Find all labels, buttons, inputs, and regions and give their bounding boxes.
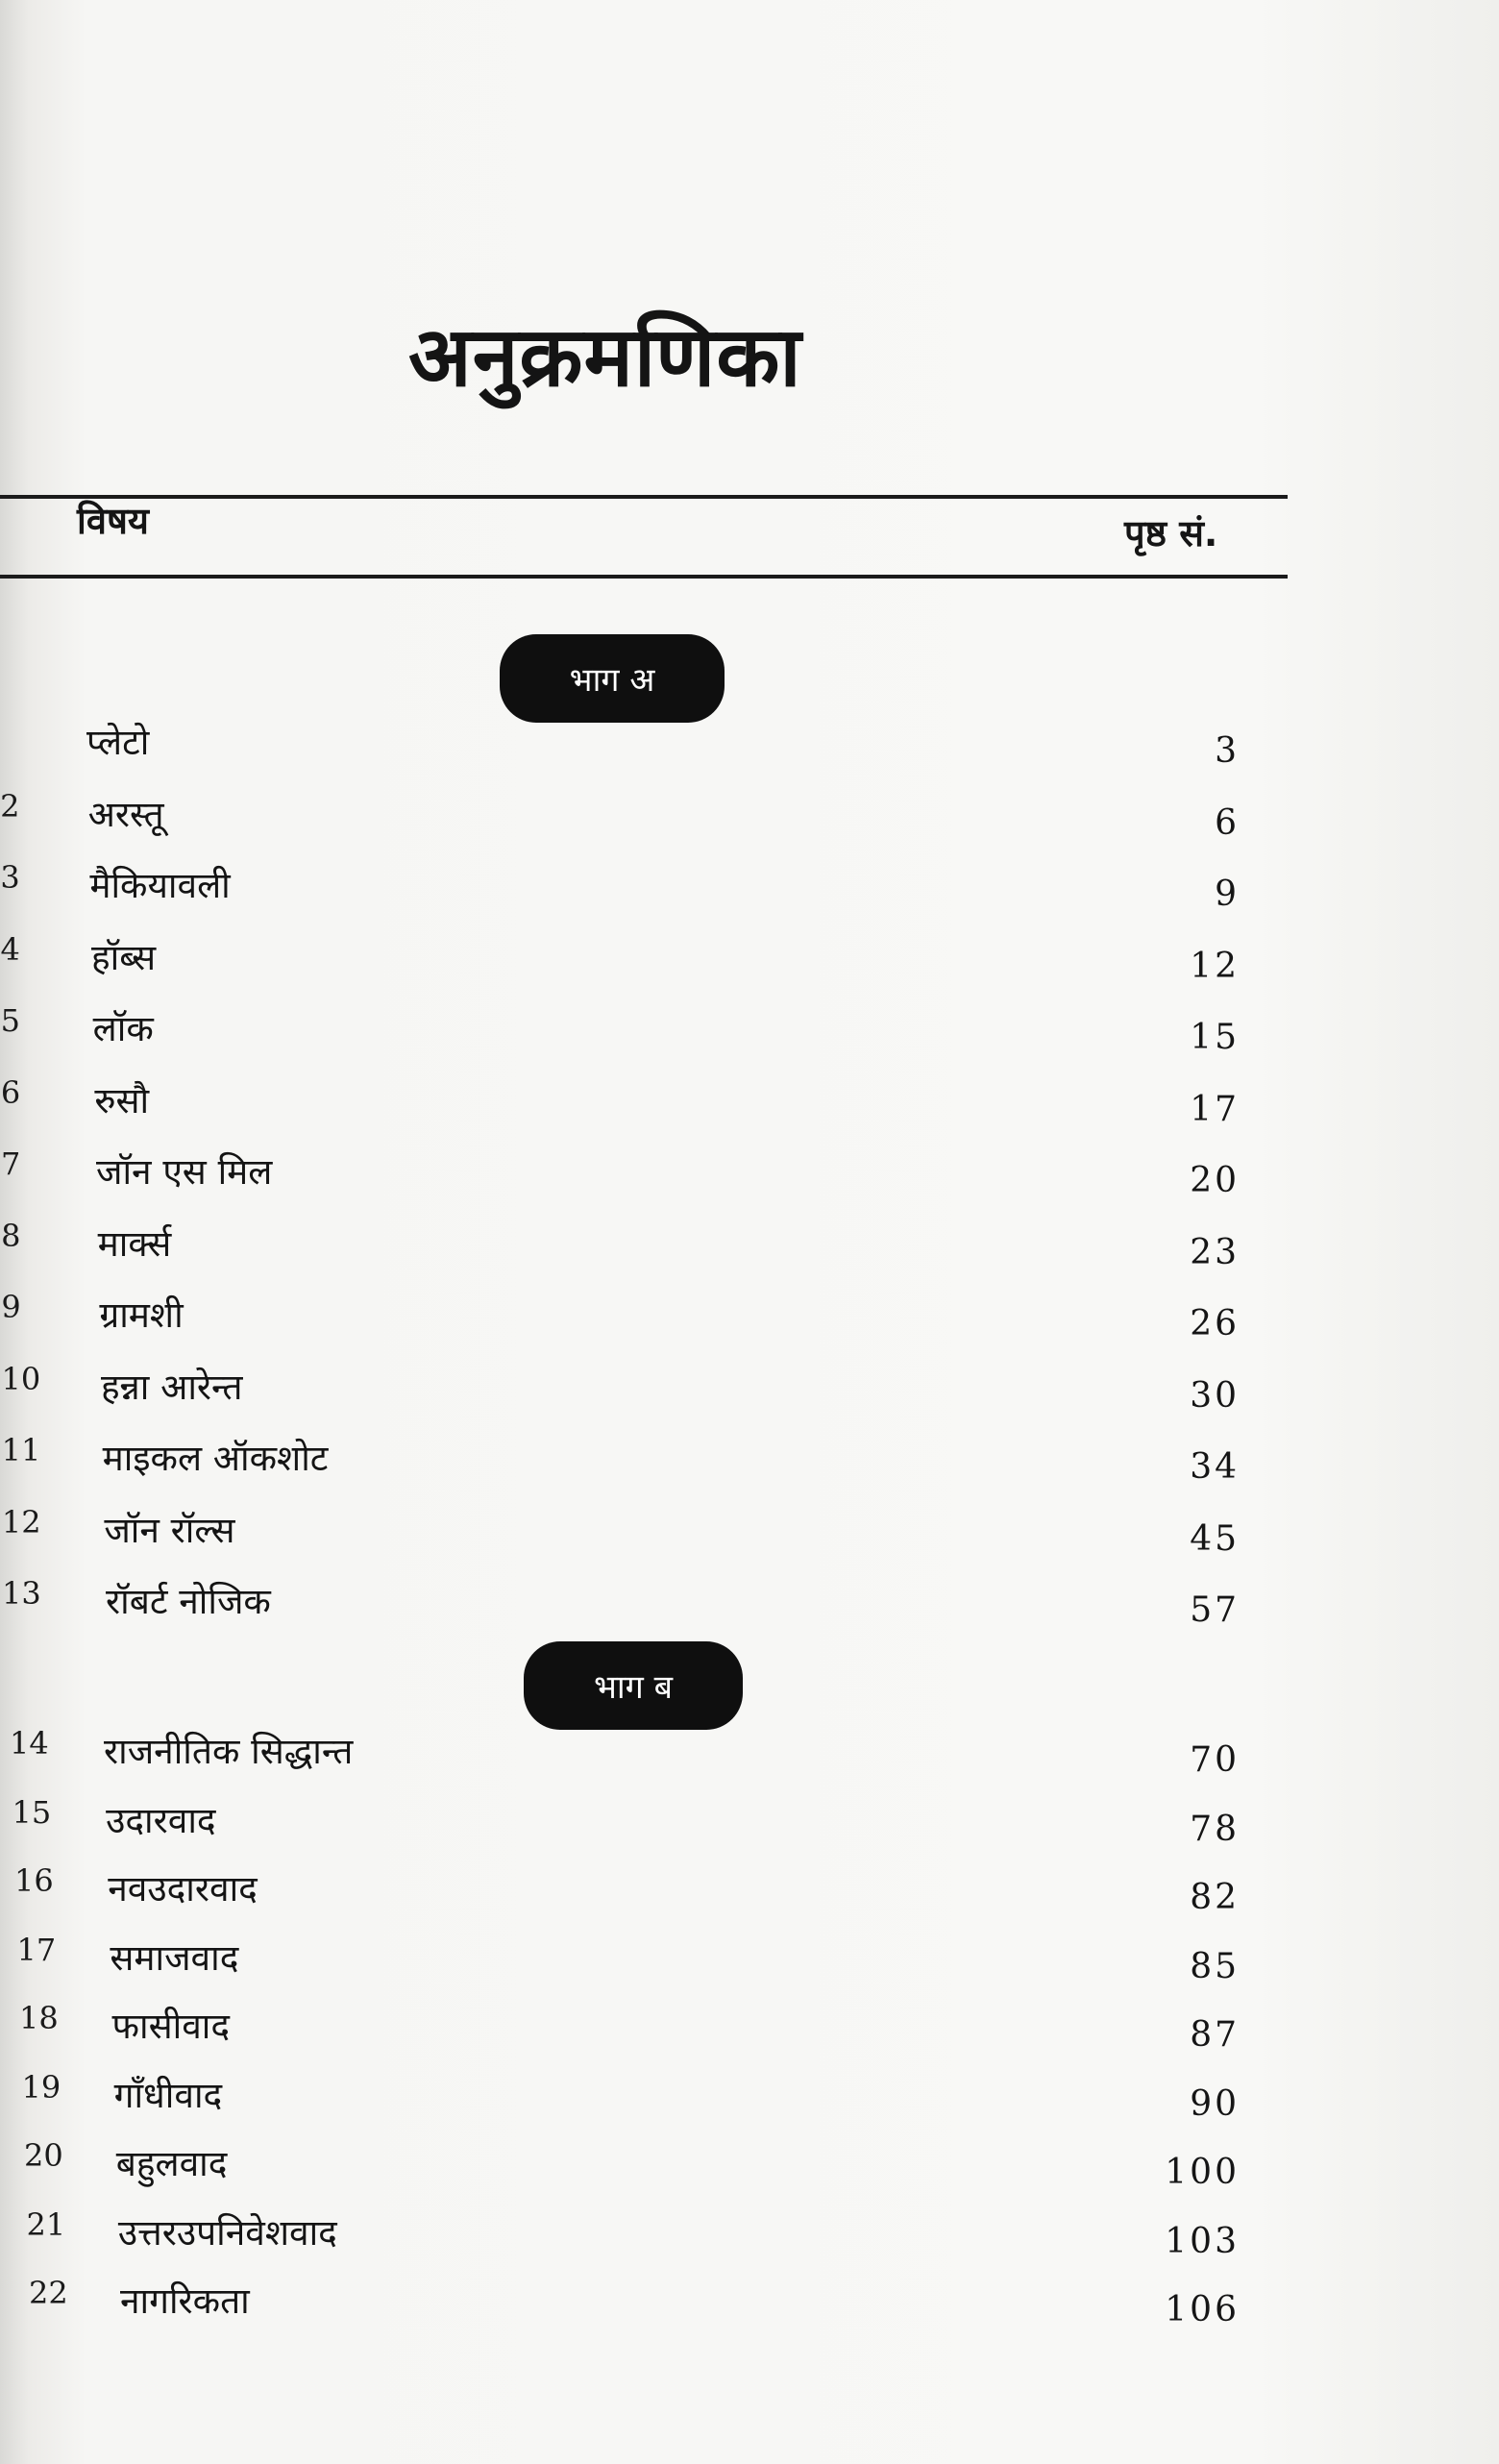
toc-item-topic: फासीवाद bbox=[111, 2006, 231, 2047]
toc-item-topic: गाँधीवाद bbox=[113, 2074, 223, 2116]
toc-item-topic: हन्ना आरेन्त bbox=[101, 1366, 243, 1408]
toc-item-number: 14 bbox=[10, 1725, 49, 1762]
page-title: अनुक्रमणिका bbox=[408, 308, 802, 406]
toc-row bbox=[0, 716, 1288, 774]
toc-item-number: 13 bbox=[2, 1575, 41, 1612]
toc-row bbox=[0, 1146, 1288, 1203]
toc-item-page-number: 34 bbox=[1190, 1447, 1240, 1487]
toc-item-number: 6 bbox=[0, 1073, 21, 1111]
toc-item-topic: उदारवाद bbox=[106, 1799, 216, 1841]
toc-row bbox=[0, 2137, 1288, 2195]
toc-item-page-number: 100 bbox=[1165, 2153, 1240, 2192]
toc-item-page-number: 57 bbox=[1190, 1590, 1240, 1630]
toc-item-number: 15 bbox=[12, 1793, 52, 1831]
toc-item-topic: नवउदारवाद bbox=[108, 1868, 258, 1910]
toc-row bbox=[0, 2000, 1288, 2057]
toc-item-page-number: 103 bbox=[1165, 2221, 1240, 2261]
toc-item-topic: हॉब्स bbox=[91, 936, 157, 978]
toc-item-topic: लॉक bbox=[92, 1008, 154, 1049]
toc-item-number: 20 bbox=[24, 2137, 63, 2174]
toc-item-topic: मैकियावली bbox=[89, 865, 231, 906]
toc-row bbox=[0, 1218, 1288, 1275]
toc-item-number: 21 bbox=[26, 2205, 66, 2243]
toc-item-number: 16 bbox=[14, 1862, 54, 1899]
toc-row bbox=[0, 2275, 1288, 2332]
toc-row bbox=[0, 1932, 1288, 1989]
toc-item-page-number: 85 bbox=[1190, 1946, 1240, 1986]
toc-item-page-number: 12 bbox=[1190, 946, 1240, 986]
toc-row bbox=[0, 2206, 1288, 2264]
toc-item-topic: बहुलवाद bbox=[115, 2143, 228, 2184]
toc-row bbox=[0, 859, 1288, 917]
toc-item-topic: माइकल ऑकशोट bbox=[102, 1438, 329, 1479]
section-badge-part-a: भाग अ bbox=[500, 634, 725, 723]
toc-item-number: 11 bbox=[1, 1432, 41, 1468]
toc-row bbox=[0, 1361, 1288, 1418]
toc-row bbox=[0, 1794, 1288, 1852]
toc-item-number: 8 bbox=[1, 1217, 21, 1254]
toc-item-number: 12 bbox=[1, 1503, 41, 1540]
header-page-no-label: पृष्ठ सं. bbox=[1124, 512, 1218, 554]
toc-item-number: 5 bbox=[0, 1002, 21, 1039]
toc-item-page-number: 23 bbox=[1190, 1232, 1240, 1272]
toc-row bbox=[0, 1504, 1288, 1562]
toc-item-page-number: 6 bbox=[1215, 802, 1240, 843]
toc-item-page-number: 45 bbox=[1190, 1518, 1240, 1559]
toc-item-topic: उत्तरउपनिवेशवाद bbox=[117, 2211, 337, 2254]
toc-item-topic: नागरिकता bbox=[120, 2280, 250, 2322]
header-top-rule bbox=[0, 495, 1288, 499]
toc-item-page-number: 15 bbox=[1190, 1018, 1240, 1057]
header-bottom-rule bbox=[0, 575, 1288, 579]
toc-row bbox=[0, 2069, 1288, 2127]
toc-item-topic: रुसौ bbox=[94, 1079, 150, 1121]
toc-item-number: 3 bbox=[0, 859, 20, 896]
toc-item-topic: समाजवाद bbox=[110, 1936, 239, 1979]
section-badge-part-b: भाग ब bbox=[524, 1641, 743, 1730]
toc-item-number: 2 bbox=[0, 787, 20, 825]
toc-row bbox=[0, 1002, 1288, 1060]
toc-item-topic: मार्क्स bbox=[97, 1222, 172, 1265]
toc-item-page-number: 70 bbox=[1190, 1740, 1240, 1780]
toc-item-topic: रॉबर्ट नोजिक bbox=[106, 1581, 271, 1622]
toc-item-page-number: 20 bbox=[1190, 1161, 1240, 1200]
header-subject-label: विषय bbox=[77, 500, 149, 542]
toc-item-page-number: 106 bbox=[1165, 2290, 1240, 2329]
toc-item-topic: राजनीतिक सिद्धान्त bbox=[104, 1731, 354, 1772]
toc-row bbox=[0, 1289, 1288, 1346]
toc-item-topic: जॉन रॉल्स bbox=[104, 1509, 235, 1551]
toc-item-page-number: 17 bbox=[1190, 1089, 1240, 1129]
toc-item-page-number: 78 bbox=[1190, 1809, 1240, 1849]
toc-item-page-number: 87 bbox=[1190, 2015, 1240, 2055]
toc-row bbox=[0, 1862, 1288, 1920]
toc-row bbox=[0, 1725, 1288, 1783]
toc-item-page-number: 90 bbox=[1190, 2083, 1240, 2124]
toc-row bbox=[0, 1575, 1288, 1633]
toc-item-number: 18 bbox=[19, 2000, 59, 2036]
toc-item-page-number: 26 bbox=[1190, 1304, 1240, 1343]
toc-item-page-number: 82 bbox=[1190, 1878, 1240, 1917]
toc-item-number: 10 bbox=[1, 1360, 41, 1397]
toc-item-topic: अरस्तू bbox=[87, 793, 164, 835]
toc-item-number: 17 bbox=[16, 1931, 57, 1968]
toc-item-topic: जॉन एस मिल bbox=[96, 1151, 273, 1193]
toc-row bbox=[0, 788, 1288, 846]
toc-item-number: 4 bbox=[0, 930, 20, 968]
toc-item-number: 7 bbox=[1, 1146, 21, 1182]
toc-item-topic: ग्रामशी bbox=[99, 1294, 184, 1336]
toc-item-page-number: 3 bbox=[1215, 731, 1240, 771]
toc-item-number: 22 bbox=[29, 2275, 68, 2311]
toc-row bbox=[0, 1074, 1288, 1132]
toc-row bbox=[0, 1432, 1288, 1490]
toc-item-page-number: 30 bbox=[1190, 1375, 1240, 1416]
toc-item-page-number: 9 bbox=[1215, 875, 1240, 914]
toc-item-number: 9 bbox=[1, 1289, 21, 1325]
toc-item-number: 19 bbox=[21, 2068, 61, 2106]
toc-row bbox=[0, 931, 1288, 989]
toc-item-topic: प्लेटो bbox=[86, 722, 150, 763]
